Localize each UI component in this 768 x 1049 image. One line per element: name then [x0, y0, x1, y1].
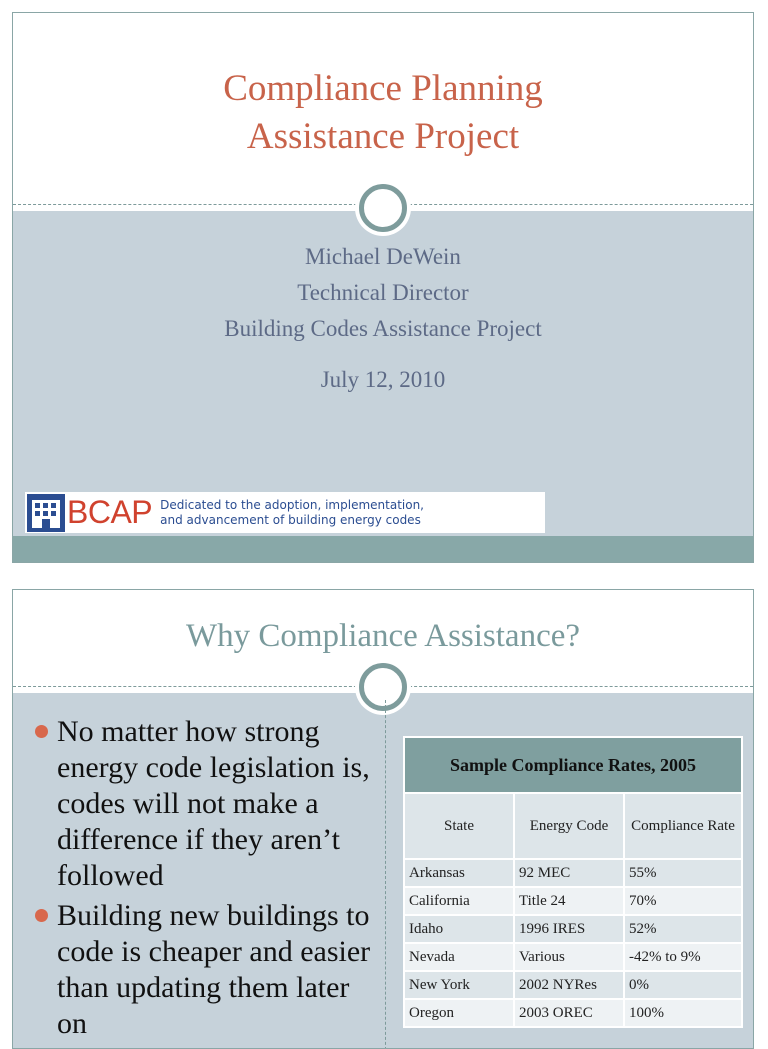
cell-rate: 55% [624, 859, 742, 887]
header-state: State [404, 793, 514, 859]
title-line-1: Compliance Planning [223, 68, 543, 109]
bullet-list [35, 714, 375, 1046]
table-row [404, 943, 742, 971]
table-row [404, 887, 742, 915]
bullet-dot-icon [35, 909, 48, 922]
cell-rate: 100% [624, 999, 742, 1027]
cell-code: 1996 IRES [514, 915, 624, 943]
bullet-dot-icon [35, 725, 48, 738]
cell-rate: 52% [624, 915, 742, 943]
cell-state: New York [404, 971, 514, 999]
cell-code: 2002 NYRes [514, 971, 624, 999]
slide-title: Why Compliance Assistance? [185, 618, 581, 654]
title-line-2: Assistance Project [246, 116, 520, 157]
bullet-text: Building new buildings to code is cheaper and easier than updating them later on [57, 899, 371, 1040]
logo-tagline [160, 498, 424, 528]
compliance-table [403, 736, 743, 1028]
header-compliance-rate: Compliance Rate [624, 793, 742, 859]
cell-code: Title 24 [514, 887, 624, 915]
slide-title [13, 65, 753, 161]
logo-tagline-line-2: and advancement of building energy codes [160, 512, 421, 527]
cell-state: Arkansas [404, 859, 514, 887]
title-slide [12, 12, 754, 563]
bullet-item [35, 714, 375, 894]
content-slide [12, 589, 754, 1049]
circle-ornament [359, 184, 407, 232]
table-row [404, 999, 742, 1027]
presenter-name: Michael DeWein [305, 244, 461, 269]
header-energy-code: Energy Code [514, 793, 624, 859]
cell-state: Nevada [404, 943, 514, 971]
table-title: Sample Compliance Rates, 2005 [404, 737, 742, 793]
table-row [404, 971, 742, 999]
column-divider [385, 700, 386, 1049]
bcap-logo [25, 492, 545, 533]
building-icon [27, 494, 65, 532]
table-row [404, 859, 742, 887]
cell-state: California [404, 887, 514, 915]
logo-tagline-line-1: Dedicated to the adoption, implementation, [160, 497, 424, 512]
footer-bar [13, 536, 753, 562]
logo-wordmark: BCAP [67, 494, 153, 530]
cell-rate: -42% to 9% [624, 943, 742, 971]
cell-code: 92 MEC [514, 859, 624, 887]
cell-rate: 0% [624, 971, 742, 999]
cell-code: 2003 OREC [514, 999, 624, 1027]
circle-ornament [359, 663, 407, 711]
bullet-text: No matter how strong energy code legislation is, codes will not make a difference if they aren’t followed [57, 715, 370, 892]
cell-state: Oregon [404, 999, 514, 1027]
organization-name: Building Codes Assistance Project [224, 316, 542, 341]
bullet-item [35, 898, 375, 1042]
presentation-date: July 12, 2010 [320, 367, 446, 392]
cell-state: Idaho [404, 915, 514, 943]
table-row [404, 915, 742, 943]
cell-code: Various [514, 943, 624, 971]
cell-rate: 70% [624, 887, 742, 915]
presenter-role: Technical Director [297, 280, 469, 305]
